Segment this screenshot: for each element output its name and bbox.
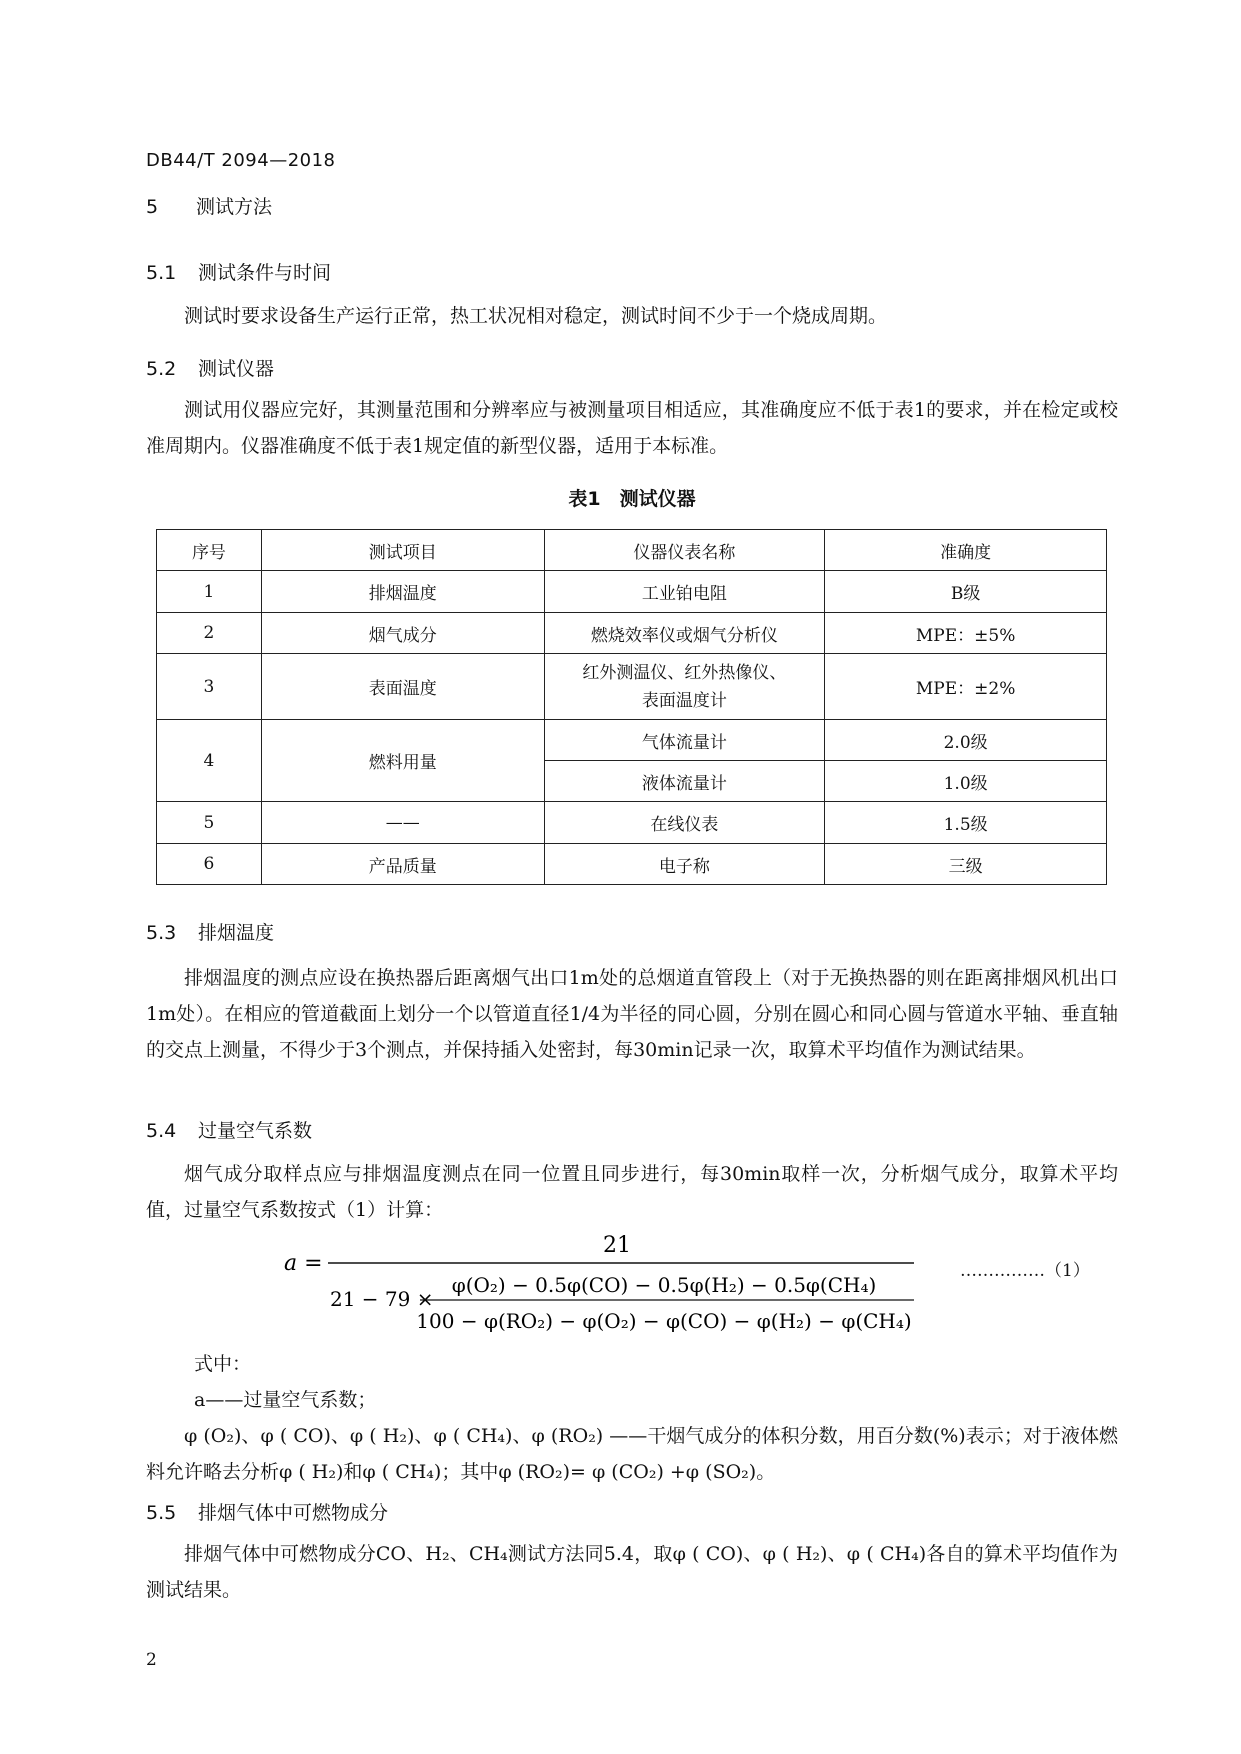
- table-cell: MPE：±2%: [825, 654, 1107, 720]
- section-title: 测试仪器: [198, 358, 275, 380]
- table-cell: ——: [261, 802, 544, 844]
- table-header-row: [157, 530, 1107, 571]
- table-row: [157, 720, 1107, 761]
- section-number: 5.4: [146, 1120, 177, 1142]
- table-row: [157, 844, 1107, 885]
- formula-where-label: 式中：: [194, 1353, 252, 1375]
- table-header-cell: 测试项目: [261, 530, 544, 571]
- section-number: 5.5: [146, 1502, 177, 1524]
- table-header-cell: 准确度: [825, 530, 1107, 571]
- section-5-4-paragraph: 烟气成分取样点应与排烟温度测点在同一位置且同步进行，每30min取样一次，分析烟气成分，取算术平均值，过量空气系数按式（1）计算：: [146, 1163, 1118, 1221]
- table-cell: 6: [157, 844, 262, 885]
- section-5-2-heading: [146, 354, 274, 381]
- table-row: [157, 571, 1107, 613]
- section-number: 5.1: [146, 262, 177, 284]
- section-number: 5.3: [146, 922, 177, 944]
- table-cell-line: 表面温度计: [641, 690, 727, 711]
- formula-numerator: 21: [603, 1233, 631, 1258]
- section-number: 5: [146, 196, 159, 218]
- formula-inner-numerator: φ(O₂) − 0.5φ(CO) − 0.5φ(H₂) − 0.5φ(CH₄): [451, 1273, 877, 1297]
- table-cell: 1: [157, 571, 262, 613]
- formula-lhs: a =: [284, 1251, 323, 1276]
- table-1-caption: 表1 测试仪器: [568, 488, 696, 510]
- table-row: [157, 613, 1107, 654]
- table-row: [157, 654, 1107, 720]
- table-cell: 5: [157, 802, 262, 844]
- table-cell: B级: [825, 571, 1107, 613]
- table-cell: 2: [157, 613, 262, 654]
- formula-inner-denominator: 100 − φ(RO₂) − φ(O₂) − φ(CO) − φ(H₂) − φ(CH₄): [416, 1309, 912, 1333]
- section-5-1-paragraph: 测试时要求设备生产运行正常，热工状况相对稳定，测试时间不少于一个烧成周期。: [184, 305, 888, 327]
- table-cell: 表面温度: [261, 654, 544, 720]
- section-5-5-paragraph: 排烟气体中可燃物成分CO、H₂、CH₄测试方法同5.4，取φ ( CO)、φ ( H₂)、φ ( CH₄)各自的算术平均值作为测试结果。: [146, 1543, 1118, 1601]
- section-title: 过量空气系数: [198, 1120, 313, 1142]
- table-cell: 1.5级: [825, 802, 1107, 844]
- formula-definition-a: a——过量空气系数；: [194, 1389, 377, 1411]
- table-header-cell: 序号: [157, 530, 262, 571]
- section-title: 测试方法: [196, 196, 273, 218]
- instrument-table: [156, 529, 1107, 885]
- section-number: 5.2: [146, 358, 177, 380]
- section-5-1-heading: [146, 258, 331, 285]
- table-cell: 1.0级: [825, 761, 1107, 802]
- table-cell: MPE：±5%: [825, 613, 1107, 654]
- section-5-heading: [146, 192, 272, 219]
- table-cell: [544, 654, 825, 720]
- doc-code-header: DB44/T 2094—2018: [146, 150, 336, 171]
- section-title: 排烟气体中可燃物成分: [198, 1502, 389, 1524]
- table-cell: 电子称: [544, 844, 825, 885]
- table-cell: 燃烧效率仪或烟气分析仪: [544, 613, 825, 654]
- table-row: [157, 802, 1107, 844]
- table-cell: 排烟温度: [261, 571, 544, 613]
- table-cell: 气体流量计: [544, 720, 825, 761]
- section-5-2-paragraph: 测试用仪器应完好，其测量范围和分辨率应与被测量项目相适应，其准确度应不低于表1的要求，并在检定或校准周期内。仪器准确度不低于表1规定值的新型仪器，适用于本标准。: [146, 399, 1118, 457]
- section-5-3-heading: [146, 918, 274, 945]
- table-cell: 在线仪表: [544, 802, 825, 844]
- table-cell: 烟气成分: [261, 613, 544, 654]
- section-5-4-heading: [146, 1116, 312, 1143]
- table-cell-line: 红外测温仪、红外热像仪、: [582, 662, 787, 683]
- excess-air-formula: [280, 1226, 940, 1346]
- table-cell: 2.0级: [825, 720, 1107, 761]
- table-cell: 液体流量计: [544, 761, 825, 802]
- table-cell: 4: [157, 720, 262, 802]
- formula-definition-phi: φ (O₂)、φ ( CO)、φ ( H₂)、φ ( CH₄)、φ (RO₂) ——干烟气成分的体积分数，用百分数(%)表示；对于液体燃料允许略去分析φ ( H₂)和φ ( CH₄)；其中φ (RO₂)= φ (CO₂) +φ (SO₂)。: [146, 1425, 1118, 1483]
- section-title: 测试条件与时间: [198, 262, 332, 284]
- page-number: 2: [146, 1650, 157, 1670]
- equation-number: ……………（1）: [960, 1261, 1090, 1281]
- formula-denominator-left: 21 − 79 ×: [330, 1287, 434, 1311]
- section-5-5-heading: [146, 1498, 388, 1525]
- table-cell: 工业铂电阻: [544, 571, 825, 613]
- table-cell: 三级: [825, 844, 1107, 885]
- table-cell: 3: [157, 654, 262, 720]
- table-header-cell: 仪器仪表名称: [544, 530, 825, 571]
- table-cell: 产品质量: [261, 844, 544, 885]
- table-cell: 燃料用量: [261, 720, 544, 802]
- section-title: 排烟温度: [198, 922, 275, 944]
- section-5-3-paragraph: 排烟温度的测点应设在换热器后距离烟气出口1m处的总烟道直管段上（对于无换热器的则在距离排烟风机出口1m处）。在相应的管道截面上划分一个以管道直径1/4为半径的同心圆，分别在圆心和同心圆与管道水平轴、垂直轴的交点上测量，不得少于3个测点，并保持插入处密封，每30min记录一次，取算术平均值作为测试结果。: [146, 967, 1118, 1061]
